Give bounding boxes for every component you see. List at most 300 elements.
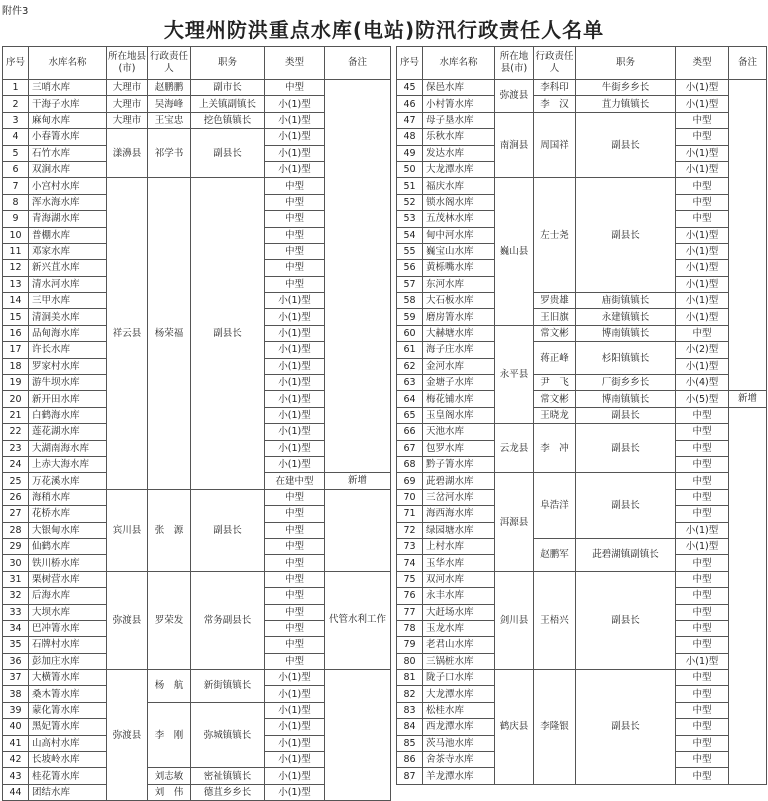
row-seq: 54 — [397, 227, 423, 243]
header-person: 行政责任人 — [534, 47, 576, 80]
duty-cell: 永建镇镇长 — [576, 309, 676, 325]
type-cell: 中型 — [265, 489, 325, 505]
table-row — [397, 538, 767, 554]
reservoir-name: 上村水库 — [423, 538, 495, 554]
person-cell: 李 刚 — [148, 702, 191, 768]
person-cell: 王晓龙 — [534, 407, 576, 423]
row-seq: 7 — [3, 178, 29, 194]
type-cell: 小(1)型 — [265, 719, 325, 735]
type-cell: 在建中型 — [265, 473, 325, 489]
type-cell: 小(1)型 — [265, 145, 325, 161]
reservoir-name: 罗家村水库 — [29, 358, 107, 374]
row-seq: 67 — [397, 440, 423, 456]
reservoir-name: 羊龙潭水库 — [423, 768, 495, 784]
type-cell: 中型 — [265, 506, 325, 522]
duty-cell: 密祉镇镇长 — [191, 768, 265, 784]
duty-cell: 副县长 — [191, 178, 265, 489]
type-cell: 中型 — [676, 735, 729, 751]
table-row — [3, 670, 391, 686]
row-seq: 40 — [3, 719, 29, 735]
table-row — [397, 571, 767, 587]
reservoir-name: 保邑水库 — [423, 80, 495, 96]
reservoir-name: 海西海水库 — [423, 506, 495, 522]
type-cell: 中型 — [676, 670, 729, 686]
row-seq: 31 — [3, 571, 29, 587]
duty-cell: 副县长 — [576, 670, 676, 785]
reservoir-name: 普棚水库 — [29, 227, 107, 243]
reservoir-name: 大龙潭水库 — [423, 161, 495, 177]
type-cell: 小(1)型 — [676, 276, 729, 292]
reservoir-name: 青海湖水库 — [29, 211, 107, 227]
reservoir-name: 五茂林水库 — [423, 211, 495, 227]
reservoir-name: 铁川桥水库 — [29, 555, 107, 571]
type-cell: 小(1)型 — [265, 112, 325, 128]
row-seq: 25 — [3, 473, 29, 489]
header-name: 水库名称 — [29, 47, 107, 80]
type-cell: 中型 — [265, 538, 325, 554]
remark-cell — [325, 489, 391, 571]
type-cell: 中型 — [265, 555, 325, 571]
person-cell: 罗荣发 — [148, 571, 191, 669]
person-cell: 赵鹏鹏 — [148, 80, 191, 96]
header-duty: 职务 — [191, 47, 265, 80]
reservoir-name: 甸中河水库 — [423, 227, 495, 243]
type-cell: 小(4)型 — [676, 375, 729, 391]
county-cell: 宾川县 — [107, 489, 148, 571]
type-cell: 小(1)型 — [676, 653, 729, 669]
reservoir-name: 大湖南海水库 — [29, 440, 107, 456]
duty-cell: 弥城镇镇长 — [191, 702, 265, 768]
type-cell: 中型 — [676, 637, 729, 653]
person-cell: 刘志敏 — [148, 768, 191, 784]
reservoir-name: 许长水库 — [29, 342, 107, 358]
county-cell: 祥云县 — [107, 178, 148, 489]
row-seq: 57 — [397, 276, 423, 292]
type-cell: 小(1)型 — [265, 96, 325, 112]
reservoir-name: 巴冲箐水库 — [29, 620, 107, 636]
reservoir-name: 乐秋水库 — [423, 129, 495, 145]
reservoir-name: 三哨水库 — [29, 80, 107, 96]
county-cell: 弥渡县 — [107, 571, 148, 669]
reservoir-name: 干海子水库 — [29, 96, 107, 112]
type-cell: 小(1)型 — [265, 309, 325, 325]
row-seq: 32 — [3, 588, 29, 604]
type-cell: 小(1)型 — [265, 768, 325, 784]
reservoir-name: 游牛坝水库 — [29, 375, 107, 391]
person-cell: 王梧兴 — [534, 571, 576, 669]
type-cell: 小(2)型 — [676, 342, 729, 358]
duty-cell: 挖色镇镇长 — [191, 112, 265, 128]
reservoir-name: 三岔河水库 — [423, 489, 495, 505]
row-seq: 11 — [3, 243, 29, 259]
reservoir-name: 海稍水库 — [29, 489, 107, 505]
type-cell: 小(1)型 — [676, 260, 729, 276]
header-county: 所在地县(市) — [107, 47, 148, 80]
row-seq: 78 — [397, 620, 423, 636]
type-cell: 中型 — [676, 440, 729, 456]
row-seq: 26 — [3, 489, 29, 505]
reservoir-name: 双涧水库 — [29, 161, 107, 177]
person-cell: 常文彬 — [534, 325, 576, 341]
duty-cell: 新街镇镇长 — [191, 670, 265, 703]
person-cell: 阜浩洋 — [534, 473, 576, 539]
type-cell: 中型 — [676, 473, 729, 489]
row-seq: 27 — [3, 506, 29, 522]
reservoir-name: 彭加庄水库 — [29, 653, 107, 669]
header-seq: 序号 — [3, 47, 29, 80]
reservoir-name: 金河水库 — [423, 358, 495, 374]
county-cell: 剑川县 — [495, 571, 534, 669]
type-cell: 小(1)型 — [676, 96, 729, 112]
reservoir-name: 白鹤海水库 — [29, 407, 107, 423]
type-cell: 中型 — [676, 112, 729, 128]
reservoir-name: 西龙潭水库 — [423, 719, 495, 735]
type-cell: 中型 — [265, 80, 325, 96]
duty-cell: 副县长 — [576, 178, 676, 293]
row-seq: 84 — [397, 719, 423, 735]
type-cell: 中型 — [676, 424, 729, 440]
type-cell: 小(1)型 — [676, 80, 729, 96]
row-seq: 22 — [3, 424, 29, 440]
type-cell: 小(1)型 — [676, 293, 729, 309]
header-county: 所在地县(市) — [495, 47, 534, 80]
type-cell: 中型 — [265, 571, 325, 587]
reservoir-name: 发达水库 — [423, 145, 495, 161]
remark-cell — [729, 407, 767, 784]
type-cell: 中型 — [676, 719, 729, 735]
row-seq: 46 — [397, 96, 423, 112]
row-seq: 10 — [3, 227, 29, 243]
table-row — [397, 325, 767, 341]
type-cell: 小(1)型 — [676, 538, 729, 554]
reservoir-name: 金塘子水库 — [423, 375, 495, 391]
reservoir-name: 玉皇阁水库 — [423, 407, 495, 423]
remark-cell — [729, 80, 767, 391]
row-seq: 29 — [3, 538, 29, 554]
row-seq: 23 — [3, 440, 29, 456]
duty-cell: 德苴乡乡长 — [191, 784, 265, 800]
row-seq: 60 — [397, 325, 423, 341]
duty-cell: 副县长 — [576, 424, 676, 473]
county-cell: 大理市 — [107, 80, 148, 96]
reservoir-name: 绿园塘水库 — [423, 522, 495, 538]
duty-cell: 牛街乡乡长 — [576, 80, 676, 96]
right-table — [396, 46, 767, 785]
person-cell: 王旧旗 — [534, 309, 576, 325]
row-seq: 2 — [3, 96, 29, 112]
row-seq: 81 — [397, 670, 423, 686]
type-cell: 小(1)型 — [265, 784, 325, 800]
row-seq: 59 — [397, 309, 423, 325]
duty-cell: 上关镇副镇长 — [191, 96, 265, 112]
table-row — [397, 375, 767, 391]
type-cell: 中型 — [676, 752, 729, 768]
reservoir-name: 小宫村水库 — [29, 178, 107, 194]
row-seq: 42 — [3, 752, 29, 768]
page-title: 大理州防洪重点水库(电站)防汛行政责任人名单 — [163, 18, 605, 42]
reservoir-name: 舍茶寺水库 — [423, 752, 495, 768]
right-header-row — [397, 47, 767, 80]
type-cell: 中型 — [265, 227, 325, 243]
row-seq: 12 — [3, 260, 29, 276]
type-cell: 中型 — [676, 325, 729, 341]
county-cell: 鹤庆县 — [495, 670, 534, 785]
reservoir-name: 团结水库 — [29, 784, 107, 800]
type-cell: 小(1)型 — [265, 424, 325, 440]
reservoir-name: 老君山水库 — [423, 637, 495, 653]
table-row — [3, 571, 391, 587]
person-cell: 罗贵雄 — [534, 293, 576, 309]
duty-cell: 副县长 — [576, 112, 676, 178]
duty-cell: 副县长 — [576, 571, 676, 669]
county-cell: 南涧县 — [495, 112, 534, 178]
type-cell: 中型 — [676, 506, 729, 522]
type-cell: 中型 — [676, 686, 729, 702]
reservoir-name: 万花溪水库 — [29, 473, 107, 489]
row-seq: 85 — [397, 735, 423, 751]
row-seq: 17 — [3, 342, 29, 358]
reservoir-name: 玉龙水库 — [423, 620, 495, 636]
reservoir-name: 仙鹤水库 — [29, 538, 107, 554]
row-seq: 39 — [3, 702, 29, 718]
type-cell: 小(1)型 — [265, 391, 325, 407]
reservoir-name: 黑妃箐水库 — [29, 719, 107, 735]
person-cell: 吴海峰 — [148, 96, 191, 112]
reservoir-name: 桂花箐水库 — [29, 768, 107, 784]
table-row — [397, 407, 767, 423]
reservoir-name: 永丰水库 — [423, 588, 495, 604]
county-cell: 洱源县 — [495, 473, 534, 571]
person-cell: 李科印 — [534, 80, 576, 96]
table-row — [397, 309, 767, 325]
reservoir-name: 大赶场水库 — [423, 604, 495, 620]
reservoir-name: 石竹水库 — [29, 145, 107, 161]
type-cell: 中型 — [265, 653, 325, 669]
row-seq: 8 — [3, 194, 29, 210]
type-cell: 中型 — [676, 211, 729, 227]
header-remark: 备注 — [729, 47, 767, 80]
row-seq: 45 — [397, 80, 423, 96]
reservoir-name: 茈碧湖水库 — [423, 473, 495, 489]
row-seq: 4 — [3, 129, 29, 145]
county-cell: 云龙县 — [495, 424, 534, 473]
row-seq: 69 — [397, 473, 423, 489]
table-row — [397, 473, 767, 489]
reservoir-name: 清水河水库 — [29, 276, 107, 292]
row-seq: 71 — [397, 506, 423, 522]
type-cell: 小(1)型 — [265, 456, 325, 472]
reservoir-name: 桑木箐水库 — [29, 686, 107, 702]
row-seq: 24 — [3, 456, 29, 472]
row-seq: 68 — [397, 456, 423, 472]
header-duty: 职务 — [576, 47, 676, 80]
reservoir-name: 邓家水库 — [29, 243, 107, 259]
duty-cell: 副市长 — [191, 80, 265, 96]
reservoir-name: 梅花铺水库 — [423, 391, 495, 407]
duty-cell: 苴力镇镇长 — [576, 96, 676, 112]
row-seq: 51 — [397, 178, 423, 194]
duty-cell: 常务副县长 — [191, 571, 265, 669]
type-cell: 小(1)型 — [265, 735, 325, 751]
type-cell: 小(1)型 — [265, 670, 325, 686]
row-seq: 21 — [3, 407, 29, 423]
row-seq: 30 — [3, 555, 29, 571]
county-cell: 弥渡县 — [107, 670, 148, 801]
type-cell: 中型 — [676, 588, 729, 604]
table-row — [3, 80, 391, 96]
county-cell: 大理市 — [107, 112, 148, 128]
person-cell: 李 汉 — [534, 96, 576, 112]
type-cell: 小(1)型 — [265, 702, 325, 718]
remark-cell: 新增 — [325, 473, 391, 489]
type-cell: 中型 — [265, 194, 325, 210]
duty-cell: 博南镇镇长 — [576, 391, 676, 407]
row-seq: 50 — [397, 161, 423, 177]
type-cell: 小(1)型 — [265, 686, 325, 702]
person-cell: 周国祥 — [534, 112, 576, 178]
row-seq: 49 — [397, 145, 423, 161]
reservoir-name: 花桥水库 — [29, 506, 107, 522]
row-seq: 35 — [3, 637, 29, 653]
type-cell: 中型 — [265, 276, 325, 292]
table-row — [3, 489, 391, 505]
duty-cell: 庙街镇镇长 — [576, 293, 676, 309]
reservoir-name: 福庆水库 — [423, 178, 495, 194]
type-cell: 小(5)型 — [676, 391, 729, 407]
duty-cell: 杉阳镇镇长 — [576, 342, 676, 375]
type-cell: 小(1)型 — [676, 227, 729, 243]
person-cell: 杨荣福 — [148, 178, 191, 489]
row-seq: 37 — [3, 670, 29, 686]
row-seq: 43 — [3, 768, 29, 784]
reservoir-name: 母子垦水库 — [423, 112, 495, 128]
row-seq: 87 — [397, 768, 423, 784]
duty-cell: 副县长 — [191, 489, 265, 571]
row-seq: 61 — [397, 342, 423, 358]
reservoir-name: 大银甸水库 — [29, 522, 107, 538]
row-seq: 82 — [397, 686, 423, 702]
reservoir-name: 新兴苴水库 — [29, 260, 107, 276]
reservoir-name: 陇子口水库 — [423, 670, 495, 686]
table-row — [397, 178, 767, 194]
duty-cell: 厂街乡乡长 — [576, 375, 676, 391]
row-seq: 73 — [397, 538, 423, 554]
type-cell: 中型 — [265, 522, 325, 538]
row-seq: 65 — [397, 407, 423, 423]
type-cell: 中型 — [676, 620, 729, 636]
row-seq: 44 — [3, 784, 29, 800]
row-seq: 58 — [397, 293, 423, 309]
row-seq: 6 — [3, 161, 29, 177]
reservoir-name: 品甸海水库 — [29, 325, 107, 341]
header-person: 行政责任人 — [148, 47, 191, 80]
reservoir-name: 浑水海水库 — [29, 194, 107, 210]
type-cell: 小(1)型 — [265, 440, 325, 456]
type-cell: 中型 — [676, 555, 729, 571]
row-seq: 28 — [3, 522, 29, 538]
type-cell: 中型 — [676, 489, 729, 505]
type-cell: 中型 — [265, 604, 325, 620]
duty-cell: 茈碧湖镇副镇长 — [576, 538, 676, 571]
row-seq: 83 — [397, 702, 423, 718]
row-seq: 14 — [3, 293, 29, 309]
reservoir-name: 三锅桩水库 — [423, 653, 495, 669]
type-cell: 中型 — [265, 178, 325, 194]
row-seq: 3 — [3, 112, 29, 128]
row-seq: 75 — [397, 571, 423, 587]
reservoir-name: 蒙化箐水库 — [29, 702, 107, 718]
type-cell: 中型 — [676, 768, 729, 784]
row-seq: 38 — [3, 686, 29, 702]
type-cell: 中型 — [265, 588, 325, 604]
row-seq: 72 — [397, 522, 423, 538]
remark-cell: 新增 — [729, 391, 767, 407]
row-seq: 86 — [397, 752, 423, 768]
row-seq: 13 — [3, 276, 29, 292]
reservoir-name: 黔子箐水库 — [423, 456, 495, 472]
type-cell: 中型 — [265, 260, 325, 276]
row-seq: 62 — [397, 358, 423, 374]
duty-cell: 博南镇镇长 — [576, 325, 676, 341]
type-cell: 中型 — [676, 604, 729, 620]
row-seq: 19 — [3, 375, 29, 391]
row-seq: 70 — [397, 489, 423, 505]
duty-cell: 副县长 — [576, 473, 676, 539]
reservoir-name: 后海水库 — [29, 588, 107, 604]
remark-cell — [325, 80, 391, 473]
person-cell: 祁学书 — [148, 129, 191, 178]
attachment-label: 附件3 — [2, 6, 29, 17]
person-cell: 赵鹏军 — [534, 538, 576, 571]
county-cell: 永平县 — [495, 325, 534, 423]
reservoir-name: 大坝水库 — [29, 604, 107, 620]
type-cell: 小(1)型 — [676, 358, 729, 374]
reservoir-name: 松桂水库 — [423, 702, 495, 718]
reservoir-name: 大横箐水库 — [29, 670, 107, 686]
duty-cell: 副县长 — [191, 129, 265, 178]
header-type: 类型 — [676, 47, 729, 80]
reservoir-name: 麻甸水库 — [29, 112, 107, 128]
reservoir-name: 海子庄水库 — [423, 342, 495, 358]
person-cell: 尹 飞 — [534, 375, 576, 391]
row-seq: 41 — [3, 735, 29, 751]
reservoir-name: 清洞美水库 — [29, 309, 107, 325]
county-cell: 大理市 — [107, 96, 148, 112]
header-name: 水库名称 — [423, 47, 495, 80]
county-cell: 巍山县 — [495, 178, 534, 326]
remark-cell: 代管水利工作 — [325, 571, 391, 669]
reservoir-name: 小春箐水库 — [29, 129, 107, 145]
person-cell: 常文彬 — [534, 391, 576, 407]
person-cell: 蒋正峰 — [534, 342, 576, 375]
person-cell: 王宝忠 — [148, 112, 191, 128]
person-cell: 左士尧 — [534, 178, 576, 293]
left-table — [2, 46, 391, 801]
type-cell: 小(1)型 — [676, 243, 729, 259]
type-cell: 中型 — [676, 194, 729, 210]
type-cell: 中型 — [676, 702, 729, 718]
type-cell: 小(1)型 — [676, 309, 729, 325]
reservoir-name: 石牌村水库 — [29, 637, 107, 653]
row-seq: 63 — [397, 375, 423, 391]
row-seq: 80 — [397, 653, 423, 669]
reservoir-name: 磨房箐水库 — [423, 309, 495, 325]
type-cell: 中型 — [265, 211, 325, 227]
type-cell: 小(1)型 — [265, 375, 325, 391]
type-cell: 小(1)型 — [676, 522, 729, 538]
row-seq: 9 — [3, 211, 29, 227]
reservoir-name: 大石板水库 — [423, 293, 495, 309]
